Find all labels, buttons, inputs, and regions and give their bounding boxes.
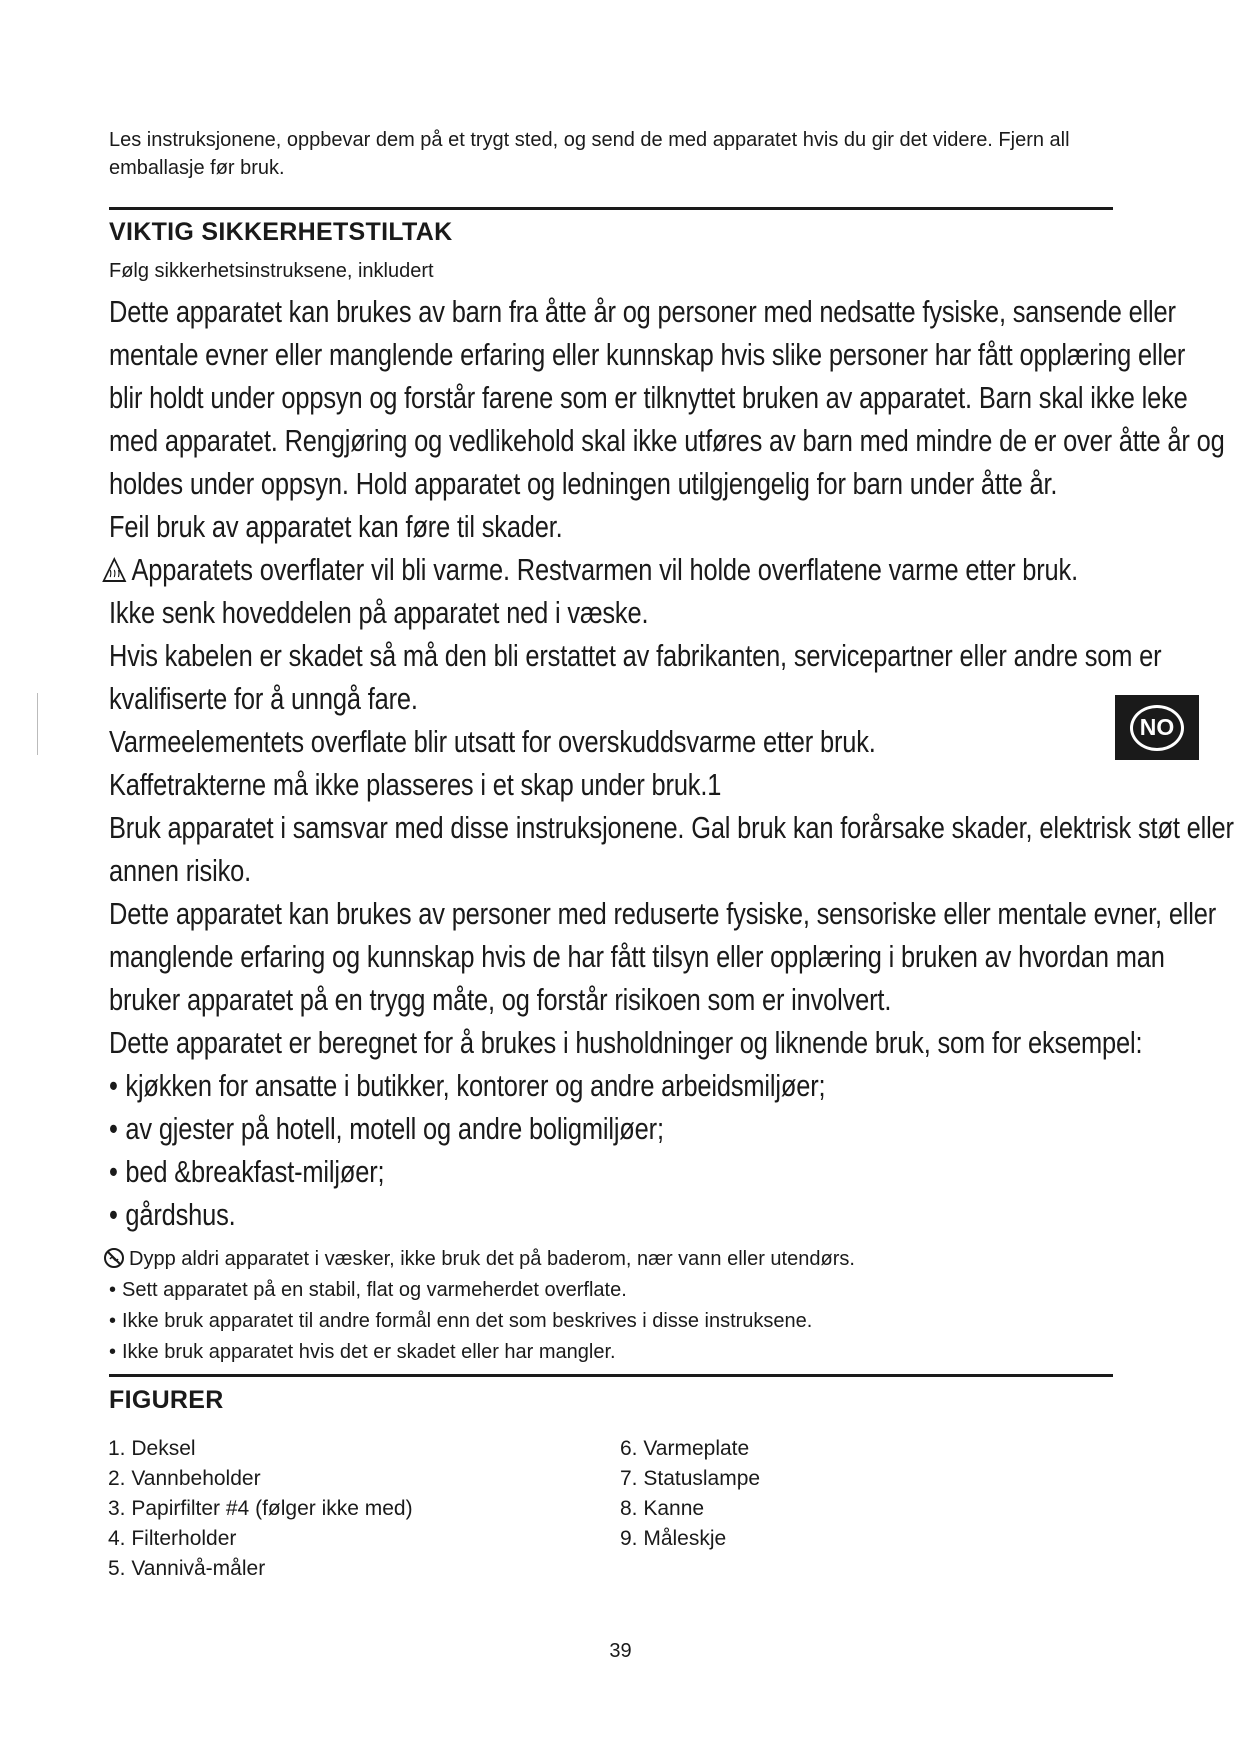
safety-line: Dette apparatet kan brukes av personer med reduserte fysiske, sensoriske eller mentale evner, eller [109, 896, 1217, 931]
safety-line: holdes under oppsyn. Hold apparatet og ledningen utilgjengelig for barn under åtte år. [109, 466, 1058, 501]
list-item: 1. Deksel [108, 1437, 196, 1460]
safety-line: Ikke senk hoveddelen på apparatet ned i væske. [109, 595, 649, 630]
list-item: 6. Varmeplate [620, 1437, 750, 1460]
safety-line: blir holdt under oppsyn og forstår farene som er tilknyttet bruken av apparatet. Barn skal ikke leke [109, 380, 1188, 415]
list-item: • Ikke bruk apparatet hvis det er skadet eller har mangler. [108, 1341, 616, 1363]
intro-text: Les instruksjonene, oppbevar dem på et trygt sted, og send de med apparatet hvis du gir det videre. Fjern all emballasje før bruk. [109, 129, 1070, 179]
language-tab [1115, 695, 1199, 760]
small-safety-list [103, 1244, 855, 1368]
no-water-warning: Dypp aldri apparatet i væsker, ikke bruk det på baderom, nær vann eller utendørs. [103, 1244, 855, 1275]
safety-line: mentale evner eller manglende erfaring eller kunnskap hvis slike personer har fått opplæring eller [109, 337, 1186, 372]
list-item: 4. Filterholder [108, 1527, 237, 1550]
safety-subheading: Følg sikkerhetsinstruksene, inkludert [109, 260, 434, 282]
safety-line: kvalifiserte for å unngå fare. [109, 681, 418, 716]
no-water-prohibited-icon [103, 1247, 125, 1269]
safety-line: Kaffetrakterne må ikke plasseres i et skap under bruk.1 [109, 767, 722, 802]
language-badge: NO [1130, 705, 1184, 751]
safety-line: Bruk apparatet i samsvar med disse instruksjonene. Gal bruk kan forårsake skader, elektrisk støt eller [109, 810, 1234, 845]
section-divider [109, 207, 1113, 210]
list-item: • Ikke bruk apparatet til andre formål enn det som beskrives i disse instruksene. [108, 1310, 813, 1332]
figures-list-right [620, 1434, 760, 1554]
list-item: • bed &breakfast-miljøer; [109, 1154, 385, 1189]
list-item: 9. Måleskje [620, 1527, 727, 1550]
figures-heading: FIGURER [109, 1386, 224, 1414]
list-item: • Sett apparatet på en stabil, flat og varmeherdet overflate. [108, 1279, 627, 1301]
safety-body [109, 290, 1234, 1236]
safety-line: med apparatet. Rengjøring og vedlikehold skal ikke utføres av barn med mindre de er over åtte år og [109, 423, 1225, 458]
safety-line: Dette apparatet er beregnet for å brukes i husholdninger og liknende bruk, som for eksempel: [109, 1025, 1143, 1060]
safety-line: Hvis kabelen er skadet så må den bli erstattet av fabrikanten, servicepartner eller andre som er [109, 638, 1162, 673]
safety-line: Varmeelementets overflate blir utsatt for overskuddsvarme etter bruk. [109, 724, 876, 759]
hot-surface-warning [102, 548, 1078, 591]
safety-line: manglende erfaring og kunnskap hvis de har fått tilsyn eller opplæring i bruken av hvordan man [109, 939, 1165, 974]
list-item: • kjøkken for ansatte i butikker, kontorer og andre arbeidsmiljøer; [109, 1068, 826, 1103]
warning-text: Apparatets overflater vil bli varme. Restvarmen vil holde overflatene varme etter bruk. [131, 552, 1078, 587]
list-item: • gårdshus. [109, 1197, 236, 1232]
page-number: 39 [609, 1640, 632, 1662]
safety-line: annen risiko. [109, 853, 252, 888]
list-item: 5. Vannivå-måler [108, 1557, 266, 1580]
safety-line: Dette apparatet kan brukes av barn fra åtte år og personer med nedsatte fysiske, sansende eller [109, 294, 1176, 329]
list-item: 2. Vannbeholder [108, 1467, 261, 1490]
list-item: 8. Kanne [620, 1497, 705, 1520]
safety-line: Feil bruk av apparatet kan føre til skader. [109, 509, 563, 544]
list-item: 3. Papirfilter #4 (følger ikke med) [108, 1497, 413, 1520]
safety-heading: VIKTIG SIKKERHETSTILTAK [109, 218, 453, 246]
hot-surface-warning-icon [102, 557, 127, 583]
margin-mark [37, 693, 38, 755]
list-item: • av gjester på hotell, motell og andre boligmiljøer; [109, 1111, 664, 1146]
list-item: 7. Statuslampe [620, 1467, 761, 1490]
section-divider [109, 1374, 1113, 1377]
safety-line: bruker apparatet på en trygg måte, og forstår risikoen som er involvert. [109, 982, 892, 1017]
figures-list-left [108, 1434, 413, 1584]
